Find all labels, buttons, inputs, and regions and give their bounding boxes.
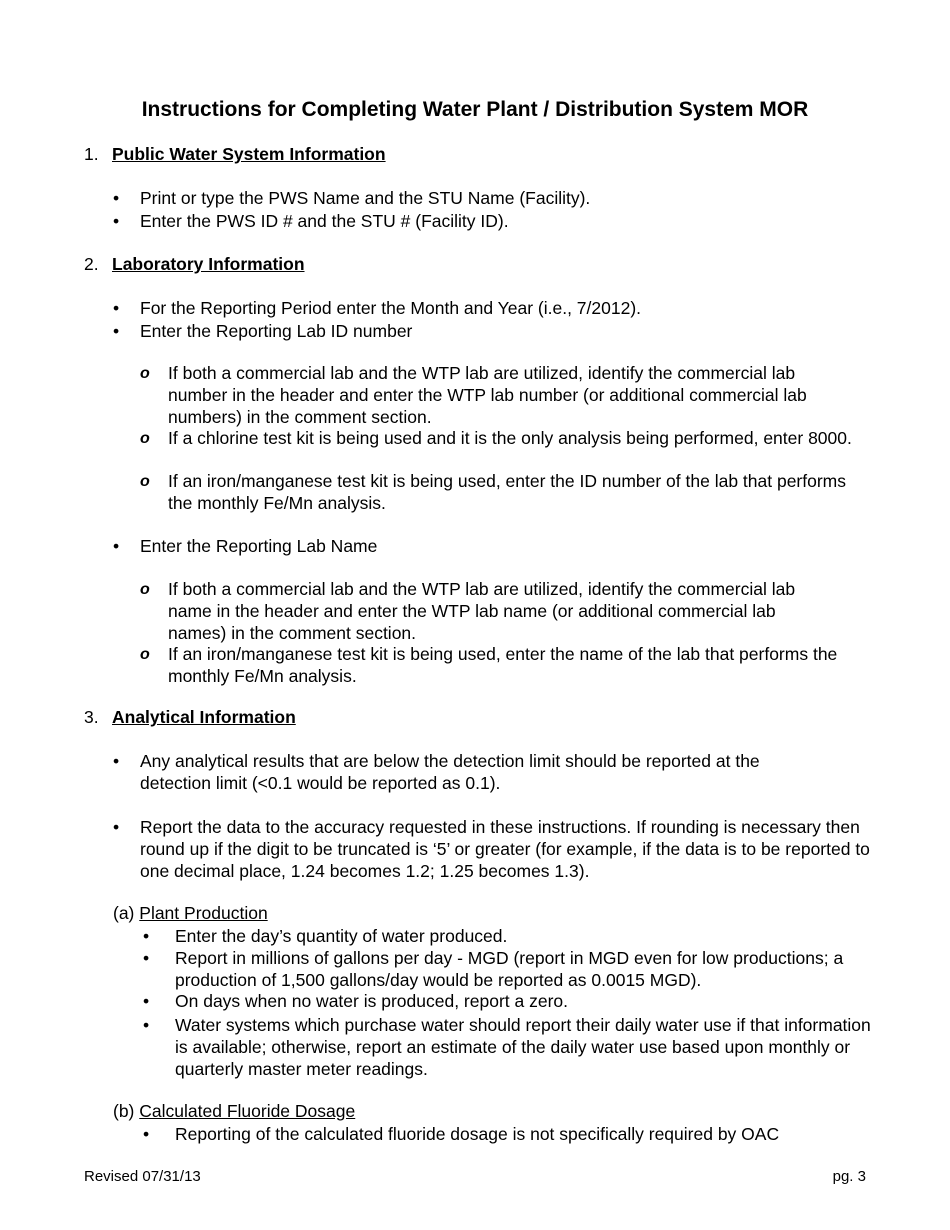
list-item: • For the Reporting Period enter the Month and Year (i.e., 7/2012). [113, 298, 642, 318]
list-item: • On days when no water is produced, report a zero. [143, 991, 568, 1011]
list-item: • Enter the Reporting Lab ID number [113, 321, 413, 341]
subsection-label: (a) [113, 903, 135, 923]
revision-date: Revised 07/31/13 [84, 1168, 201, 1185]
subsection-label: (b) [113, 1101, 135, 1121]
subsection-heading: Plant Production [139, 903, 268, 923]
section-heading: Analytical Information [112, 707, 296, 727]
list-item: • Print or type the PWS Name and the STU Name (Facility). [113, 188, 591, 208]
bullet-icon: • [113, 536, 120, 556]
section-number: 1. [84, 144, 99, 164]
list-item: • Enter the Reporting Lab Name [113, 536, 378, 556]
list-item: • Any analytical results that are below the detection limit should be reported at the detection limit (<0.1 would be reported as 0.1). [113, 751, 760, 793]
bullet-icon: • [143, 948, 150, 968]
sub-list-item: o If both a commercial lab and the WTP lab are utilized, identify the commercial lab name in the header and enter the WTP lab name (or additional commercial lab names) in the comment section. [140, 579, 796, 643]
sub-list-item: o If a chlorine test kit is being used and it is the only analysis being performed, enter 8000. [140, 428, 852, 448]
section-number: 3. [84, 707, 99, 727]
page-title: Instructions for Completing Water Plant / Distribution System MOR [141, 98, 809, 121]
list-item: • Water systems which purchase water should report their daily water use if that information is available; otherwise, report an estimate of the daily water use based upon monthly or quarterly master meter readings. [143, 1015, 871, 1079]
sub-bullet-icon: o [140, 430, 150, 447]
section-2-header [84, 254, 305, 276]
list-item: • Enter the day’s quantity of water produced. [143, 926, 508, 946]
subsection-b-header [113, 1101, 355, 1123]
page-number: pg. 3 [832, 1168, 866, 1185]
bullet-icon: • [113, 298, 120, 318]
bullet-icon: • [113, 188, 120, 208]
bullet-icon: • [113, 751, 120, 771]
section-heading: Laboratory Information [112, 254, 305, 274]
sub-list-item: o If an iron/manganese test kit is being used, enter the name of the lab that performs the monthly Fe/Mn analysis. [140, 644, 838, 686]
list-item: • Reporting of the calculated fluoride dosage is not specifically required by OAC [143, 1124, 780, 1144]
sub-bullet-icon: o [140, 646, 150, 663]
list-item: • Report the data to the accuracy requested in these instructions. If rounding is necessary then round up if the digit to be truncated is ‘5’ or greater (for example, if the data is to be reported to one decimal place, 1.24 becomes 1.2; 1.25 becomes 1.3). [113, 817, 870, 881]
sub-list-item: o If both a commercial lab and the WTP lab are utilized, identify the commercial lab number in the header and enter the WTP lab number (or additional commercial lab numbers) in the comment section. [140, 363, 807, 427]
bullet-icon: • [113, 321, 120, 341]
section-3-header [84, 707, 296, 729]
sub-list-item: o If an iron/manganese test kit is being used, enter the ID number of the lab that performs the monthly Fe/Mn analysis. [140, 471, 847, 513]
section-number: 2. [84, 254, 99, 274]
bullet-icon: • [113, 211, 120, 231]
bullet-icon: • [143, 1124, 150, 1144]
section-heading: Public Water System Information [112, 144, 386, 164]
list-item: • Report in millions of gallons per day - MGD (report in MGD even for low productions; a production of 1,500 gallons/day would be reported as 0.0015 MGD). [143, 948, 844, 990]
subsection-a-header [113, 903, 268, 925]
sub-bullet-icon: o [140, 365, 150, 382]
section-1-header [84, 144, 386, 166]
bullet-icon: • [143, 991, 150, 1011]
list-item: • Enter the PWS ID # and the STU # (Facility ID). [113, 211, 509, 231]
subsection-heading: Calculated Fluoride Dosage [139, 1101, 356, 1121]
bullet-icon: • [143, 1015, 150, 1035]
bullet-icon: • [113, 817, 120, 837]
sub-bullet-icon: o [140, 581, 150, 598]
bullet-icon: • [143, 926, 150, 946]
sub-bullet-icon: o [140, 473, 150, 490]
